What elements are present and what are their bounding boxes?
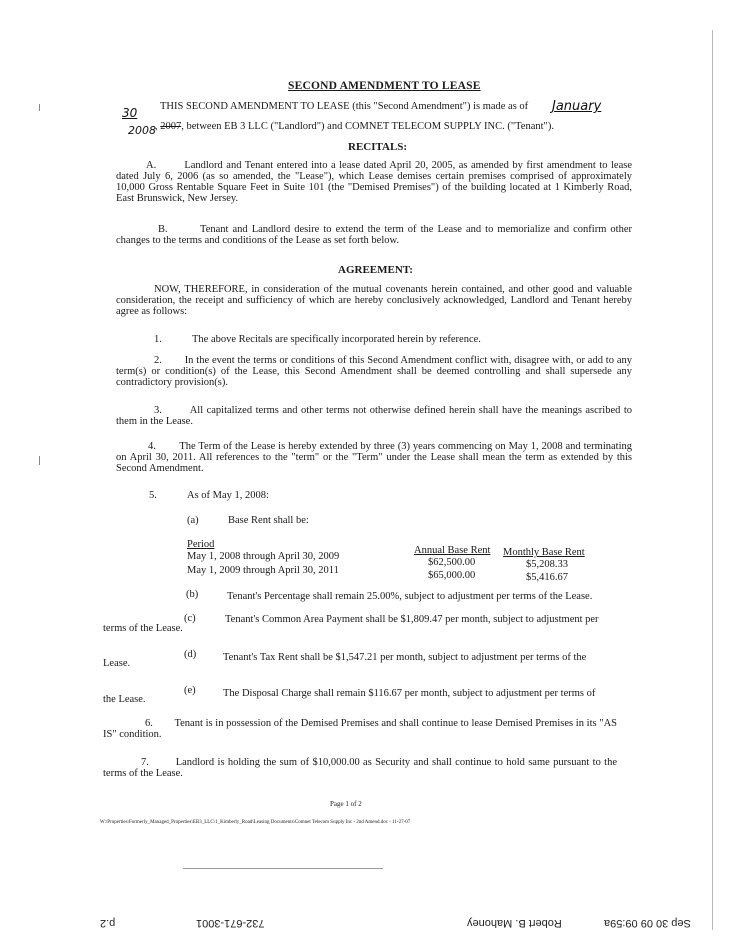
- item-6-text: Tenant is in possession of the Demised Premises and shall continue to lease Demised Premises in its "AS IS" condition.: [103, 718, 617, 740]
- subitem-c-label: (c): [184, 613, 196, 624]
- table-row-2-annual: $65,000.00: [428, 570, 476, 581]
- item-1-text: The above Recitals are specifically incorporated herein by reference.: [192, 334, 481, 345]
- handwritten-day: 30: [122, 106, 138, 120]
- recital-b-label: B.: [158, 224, 168, 235]
- intro-line-1: THIS SECOND AMENDMENT TO LEASE (this "Second Amendment") is made as of: [160, 101, 529, 112]
- subitem-d-text-2: Lease.: [103, 658, 131, 669]
- recital-a-label: A.: [146, 160, 157, 171]
- file-path: W:\Properties\Formerly_Managed_Properties\EB3_LLC\1_Kimberly_Road\Leasing Documents\Comnet Telecom Supply Inc - 2nd Amend.doc - 11-27-07: [100, 820, 411, 825]
- item-2-text: In the event the terms or conditions of this Second Amendment conflict with, disagree with, or add to any term(s) or condition(s) of the Lease, this Second Amendment shall be deemed controlling and shall supersede any contradictory provision(s).: [116, 355, 632, 388]
- item-4-text: The Term of the Lease is hereby extended by three (3) years commencing on May 1, 2008 and terminating on April 30, 2011. All references to the "term" or the "Term" under the Lease shall mean the term as extended by this Second Amendment.: [116, 441, 632, 474]
- table-row-2-period: May 1, 2009 through April 30, 2011: [187, 565, 339, 576]
- item-6: [103, 718, 617, 740]
- recital-b: [116, 224, 632, 246]
- subitem-e-label: (e): [184, 685, 196, 696]
- item-3-num: 3.: [154, 405, 162, 416]
- table-header-annual: Annual Base Rent: [414, 545, 491, 556]
- subitem-d-text-1: Tenant's Tax Rent shall be $1,547.21 per month, subject to adjustment per terms of the: [223, 652, 587, 663]
- intro-line-2: , 2007, between EB 3 LLC ("Landlord") and COMNET TELECOM SUPPLY INC. ("Tenant").: [155, 121, 554, 132]
- handwritten-year: 2008: [128, 124, 156, 137]
- item-5-num: 5.: [149, 490, 157, 501]
- item-7: [103, 757, 617, 779]
- subitem-c-text-1: Tenant's Common Area Payment shall be $1,809.47 per month, subject to adjustment per: [225, 614, 599, 625]
- item-3-text: All capitalized terms and other terms not otherwise defined herein shall have the meanings ascribed to them in the Lease.: [116, 405, 633, 427]
- fax-datetime: Sep 30 09 09:59a: [604, 917, 691, 929]
- item-5-text: As of May 1, 2008:: [187, 490, 269, 501]
- subitem-b-label: (b): [186, 589, 199, 600]
- table-row-1-annual: $62,500.00: [428, 557, 476, 568]
- table-header-period: Period: [187, 539, 215, 550]
- subitem-a-label: (a): [187, 515, 199, 526]
- document-title: SECOND AMENDMENT TO LEASE: [288, 80, 481, 92]
- item-7-num: 7.: [141, 757, 149, 768]
- fax-phone: 732-671-3001: [196, 917, 265, 929]
- item-2-num: 2.: [154, 355, 162, 366]
- subitem-e-text-1: The Disposal Charge shall remain $116.67 per month, subject to adjustment per terms of: [223, 688, 596, 699]
- item-6-num: 6.: [145, 718, 153, 729]
- page-label: Page 1 of 2: [330, 800, 362, 808]
- recitals-heading: RECITALS:: [348, 141, 408, 153]
- subitem-e-text-2: the Lease.: [103, 694, 146, 705]
- recital-b-text: Tenant and Landlord desire to extend the term of the Lease and to memorialize and confirm other changes to the terms and conditions of the Lease as set forth below.: [116, 224, 632, 246]
- item-2: [116, 355, 632, 388]
- agreement-heading: AGREEMENT:: [338, 264, 413, 276]
- item-7-text: Landlord is holding the sum of $10,000.00 as Security and shall continue to hold same pursuant to the terms of the Lease.: [103, 757, 618, 779]
- item-3: [116, 405, 632, 427]
- table-row-2-monthly: $5,416.67: [526, 572, 568, 583]
- scan-dash-line: [183, 868, 383, 869]
- subitem-a-text: Base Rent shall be:: [228, 515, 309, 526]
- struck-year: 2007: [160, 121, 182, 132]
- fax-sender: Robert B. Mahoney: [467, 917, 562, 929]
- handwritten-month: January: [552, 99, 602, 114]
- table-row-1-monthly: $5,208.33: [526, 559, 568, 570]
- item-4-num: 4.: [148, 441, 156, 452]
- subitem-b-text: Tenant's Percentage shall remain 25.00%, subject to adjustment per terms of the Lease.: [227, 591, 593, 602]
- scan-mark-2: [39, 456, 40, 465]
- table-row-1-period: May 1, 2008 through April 30, 2009: [187, 551, 340, 562]
- subitem-d-label: (d): [184, 649, 197, 660]
- item-1-num: 1.: [154, 334, 162, 345]
- recital-a-text: Landlord and Tenant entered into a lease dated April 20, 2005, as amended by first amendment to lease dated July 6, 2006 (as so amended, the "Lease"), which Lease demises certain premises comprised of approximately 10,000 Gross Rentable Square Feet in Suite 101 (the "Demised Premises") of the building located at 1 Kimberly Road, East Brunswick, New Jersey.: [116, 160, 633, 204]
- recital-a: [116, 160, 632, 204]
- scan-edge-line: [712, 30, 713, 930]
- preamble: NOW, THEREFORE, in consideration of the mutual covenants herein contained, and other good and valuable consideration, the receipt and sufficiency of which are hereby conclusively acknowledged, Landlord and Tenant hereby agree as follows:: [116, 284, 632, 317]
- subitem-c-text-2: terms of the Lease.: [103, 623, 183, 634]
- scan-mark-1: [39, 104, 40, 111]
- table-header-monthly: Monthly Base Rent: [503, 547, 585, 558]
- fax-page: p.2: [100, 917, 116, 929]
- item-4: [116, 441, 632, 474]
